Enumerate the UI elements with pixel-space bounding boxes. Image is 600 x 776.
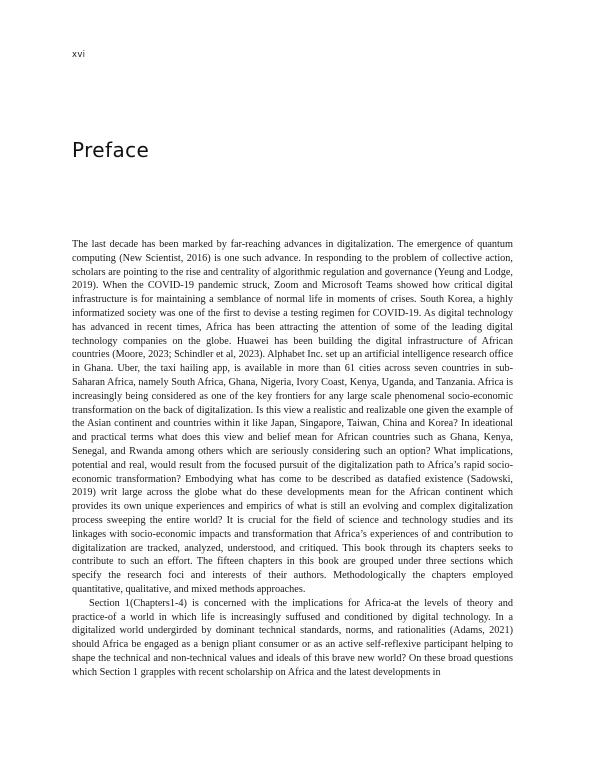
paragraph: The last decade has been marked by far-reaching advances in digitalization. The emergence of quantum computing (New Scientist, 2016) is one such advance. In responding to the problem of collective action, scholars are pointing to the rise and centrality of algorithmic regulation and governance (Yeung and Lodge, 2019). When the COVID-19 pandemic struck, Zoom and Microsoft Teams showed how critical digital infrastructure is for maintaining a semblance of normal life in moments of crises. South Korea, a highly informatized society was one of the first to devise a testing regimen for COVID-19. As digital technology has advanced in recent times, Africa has been attracting the attention of some of the leading digital technology companies on the globe. Huawei has been building the digital infrastructure of African countries (Moore, 2023; Schindler et al, 2023). Alphabet Inc. set up an artificial intelligence research office in Ghana. Uber, the taxi hailing app, is available in more than 61 cities across seven countries in sub-Saharan Africa, namely South Africa, Ghana, Nigeria, Ivory Coast, Kenya, Uganda, and Tanzania. Africa is increasingly being considered as one of the key frontiers for any large scale phenomenal socio-economic transformation on the back of digitalization. Is this view a realistic and realizable one given the example of the Asian continent and countries within it like Japan, Singapore, Taiwan, China and Korea? In ideational and practical terms what does this view and belief mean for African countries such as Ghana, Kenya, Senegal, and Rwanda among others which are seriously considering such an option? What implications, potential and real, would result from the focused pursuit of the digitalization path to Africa’s rapid socio-economic transformation? Embodying what has come to be described as datafied existence (Sadowski, 2019) writ large across the globe what do these developments mean for the African continent which provides its own unique experiences and empirics of what is still an evolving and complex digitalization process sweeping the entire world? It is crucial for the field of science and technology studies and its linkages with socio-economic impacts and transformation that Africa’s experiences of and contribution to digitalization are tracked, analyzed, understood, and critiqued. This book through its chapters seeks to contribute to such an effort. The fifteen chapters in this book are grouped under three sections which specify the research foci and interests of their authors. Methodologically the chapters employed quantitative, qualitative, and mixed methods approaches. bbox=[72, 239, 513, 595]
body-text bbox=[72, 238, 513, 680]
page-number: xvi bbox=[72, 50, 86, 60]
chapter-title: Preface bbox=[72, 138, 150, 162]
paragraph: Section 1(Chapters1-4) is concerned with the implications for Africa-at the levels of theory and practice-of a world in which life is increasingly suffused and conditioned by digital technology. In a digitalized world undergirded by dominant technical standards, norms, and rationalities (Adams, 2021) should Africa be engaged as a benign pliant consumer or as an active self-reflexive participant helping to shape the technical and non-technical values and ideals of this brave new world? On these broad questions which Section 1 grapples with recent scholarship on Africa and the latest developments in bbox=[72, 597, 513, 678]
